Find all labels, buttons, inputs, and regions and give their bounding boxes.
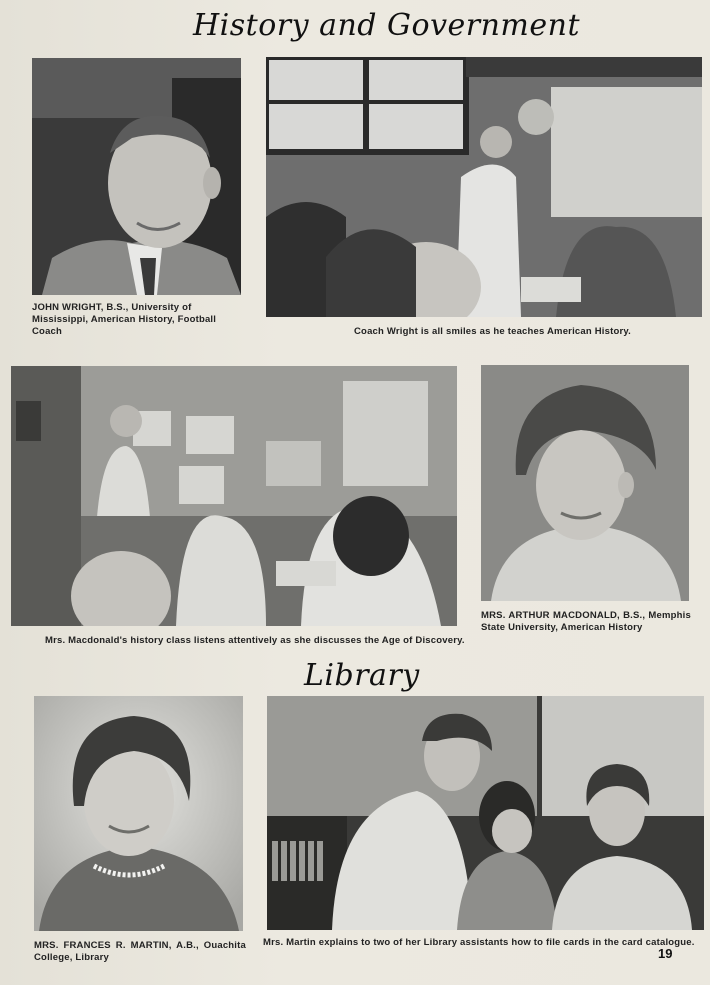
photo-arthur-macdonald-portrait (481, 365, 689, 601)
photo-frances-martin-portrait (34, 696, 243, 931)
caption-john-wright: JOHN WRIGHT, B.S., University of Mississippi, American History, Football Coach (32, 302, 217, 337)
section-heading-history: History and Government (193, 8, 581, 43)
section-heading-library: Library (304, 658, 420, 693)
caption-arthur-macdonald: MRS. ARTHUR MACDONALD, B.S., Memphis State University, American History (481, 610, 691, 633)
photo-john-wright-portrait (32, 58, 241, 295)
photo-macdonald-class (11, 366, 457, 626)
page-number: 19 (658, 946, 673, 961)
photo-coach-wright-class (266, 57, 702, 317)
caption-coach-wright-class: Coach Wright is all smiles as he teaches American History. (354, 326, 631, 337)
photo-library-card-catalogue (267, 696, 704, 930)
caption-library-scene: Mrs. Martin explains to two of her Library assistants how to file cards in the card catalogue. (263, 937, 695, 948)
caption-macdonald-class: Mrs. Macdonald's history class listens attentively as she discusses the Age of Discovery. (45, 635, 465, 646)
caption-frances-martin: MRS. FRANCES R. MARTIN, A.B., Ouachita College, Library (34, 940, 246, 963)
